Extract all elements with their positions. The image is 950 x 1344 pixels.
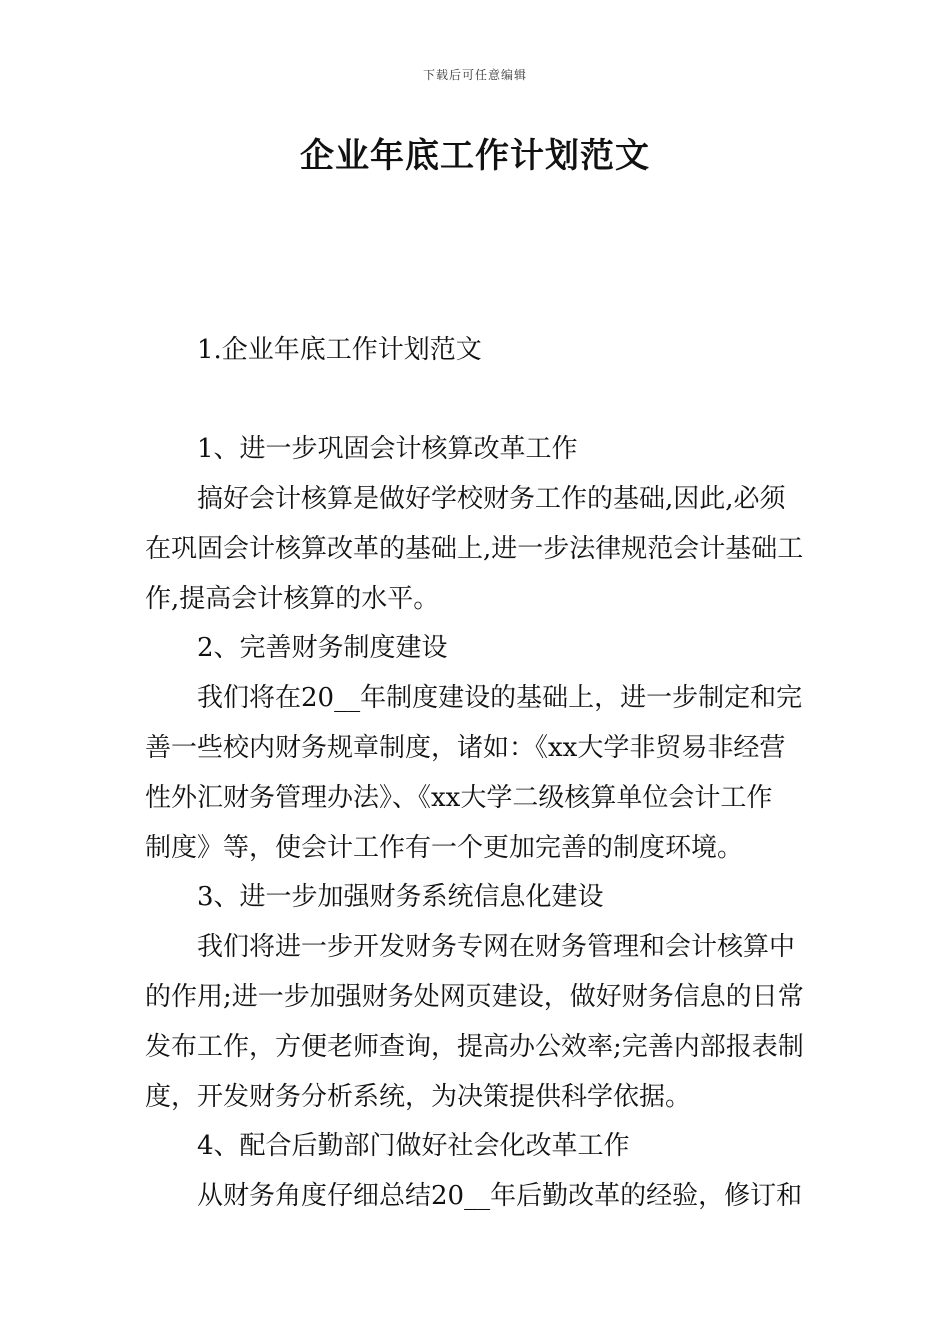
paragraph-line: 性外汇财务管理办法》、《xx大学二级核算单位会计工作	[145, 783, 773, 813]
paragraph-line: 我们将在20__年制度建设的基础上，进一步制定和完	[197, 683, 803, 713]
paragraph-line: 从财务角度仔细总结20__年后勤改革的经验，修订和	[197, 1181, 803, 1211]
paragraph-line: 的作用;进一步加强财务处网页建设，做好财务信息的日常	[145, 982, 804, 1012]
item-heading-3: 3、进一步加强财务系统信息化建设	[197, 882, 604, 912]
section-heading: 1.企业年底工作计划范文	[197, 335, 482, 365]
paragraph-line: 作,提高会计核算的水平。	[145, 584, 440, 614]
paragraph-line: 搞好会计核算是做好学校财务工作的基础,因此,必须	[197, 484, 786, 514]
header-note: 下载后可任意编辑	[422, 68, 527, 82]
item-heading-4: 4、配合后勤部门做好社会化改革工作	[197, 1131, 630, 1161]
paragraph-line: 在巩固会计核算改革的基础上,进一步法律规范会计基础工	[145, 534, 804, 564]
paragraph-line: 善一些校内财务规章制度，诸如：《xx大学非贸易非经营	[145, 733, 786, 763]
document-title: 企业年底工作计划范文	[300, 136, 650, 176]
paragraph-line: 度，开发财务分析系统，为决策提供科学依据。	[145, 1082, 692, 1112]
paragraph-line: 发布工作，方便老师查询，提高办公效率;完善内部报表制	[145, 1032, 804, 1062]
paragraph-line: 我们将进一步开发财务专网在财务管理和会计核算中	[197, 932, 796, 962]
paragraph-line: 制度》等，使会计工作有一个更加完善的制度环境。	[145, 833, 744, 863]
item-heading-2: 2、完善财务制度建设	[197, 633, 448, 663]
item-heading-1: 1、进一步巩固会计核算改革工作	[197, 434, 578, 464]
